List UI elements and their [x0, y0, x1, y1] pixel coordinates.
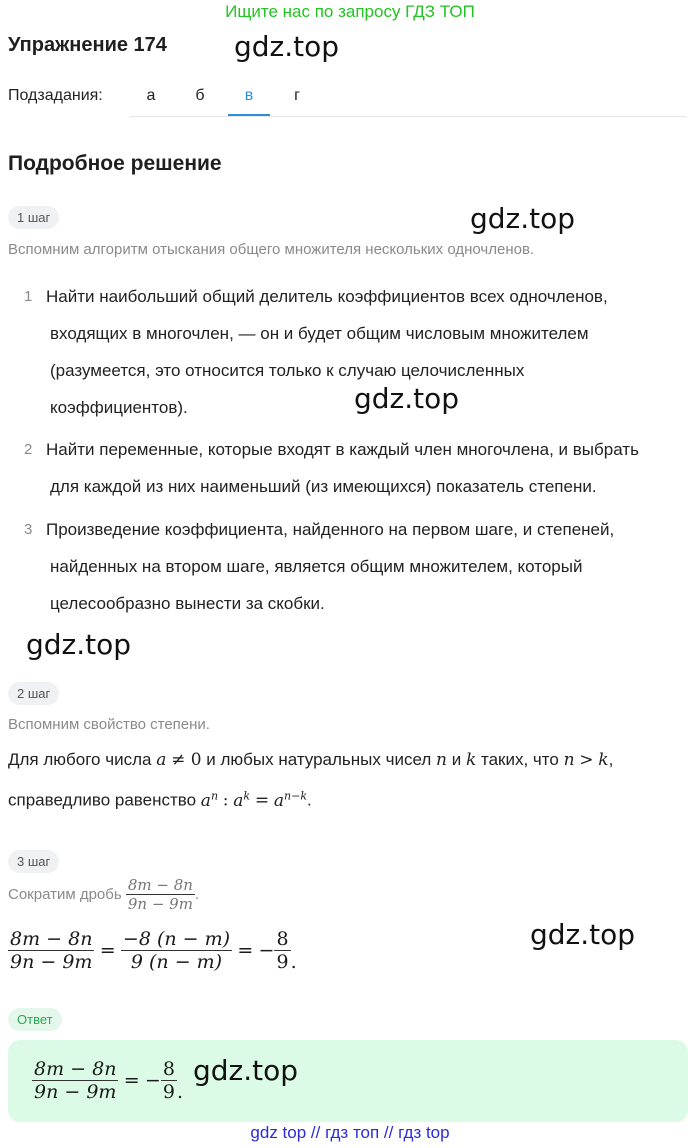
text: .	[194, 886, 200, 903]
search-banner: Ищите нас по запросу ГДЗ ТОП	[225, 2, 475, 21]
fraction-numerator: 8	[162, 1058, 175, 1080]
subtasks-label: Подзадания:	[8, 87, 103, 104]
list-item-line: Найти переменные, которые входят в каждый член многочлена, и выбрать	[46, 440, 639, 459]
math-expr: $a^k$	[233, 789, 251, 811]
text: ,	[608, 750, 614, 769]
math-var: k	[598, 750, 609, 770]
step-3-intro	[8, 876, 199, 913]
fraction	[32, 1058, 118, 1103]
math-op: −	[144, 1069, 161, 1092]
fraction-denominator: 9	[162, 1081, 175, 1103]
math-op: .	[176, 1081, 183, 1103]
solution-heading: Подробное решение	[8, 152, 222, 175]
step-2-intro: Вспомним свойство степени.	[8, 716, 210, 733]
math-expr: $a^n$	[200, 789, 219, 811]
list-item-line: целесообразно вынести за скобки.	[50, 594, 325, 613]
text: справедливо равенство	[8, 790, 197, 810]
math-op: =	[99, 939, 116, 962]
watermark: gdz.top	[26, 628, 132, 661]
fraction	[274, 928, 290, 973]
watermark: gdz.top	[470, 202, 576, 235]
math-var: a	[156, 750, 167, 770]
list-item	[20, 431, 690, 505]
list-item-number: 2	[24, 441, 33, 458]
list-item-line: коэффициентов).	[50, 398, 188, 417]
answer-box	[8, 1040, 688, 1122]
list-item-number: 3	[24, 521, 33, 538]
list-item-line: найденных на втором шаге, является общим множителем, который	[50, 557, 583, 576]
fraction-numerator: 8m − 8n	[34, 1058, 117, 1080]
footer-links[interactable]: gdz top // гдз топ // гдз top	[250, 1123, 450, 1142]
math-op: ≠ 0	[171, 750, 202, 770]
math-op: >	[579, 750, 594, 770]
fraction	[126, 876, 195, 913]
fraction-denominator: 9	[276, 951, 289, 973]
fraction-denominator: 9n − 9m	[10, 951, 93, 973]
list-item-line: Найти наибольший общий делитель коэффициентов всех одночленов,	[46, 287, 608, 306]
subtasks-tabs	[130, 76, 686, 117]
fraction-denominator: 9 (n − m)	[130, 951, 223, 973]
watermark: gdz.top	[234, 30, 340, 63]
power-property-text	[8, 742, 613, 819]
step-1-intro: Вспомним алгоритм отыскания общего множителя нескольких одночленов.	[8, 241, 535, 258]
answer-equation	[32, 1058, 183, 1103]
math-var: k	[465, 750, 477, 770]
math-op: =	[254, 790, 270, 811]
list-item	[20, 511, 690, 622]
fraction-numerator: 8	[276, 928, 289, 950]
fraction-numerator: 8m − 8n	[127, 876, 193, 894]
math-op: −	[258, 939, 275, 962]
math-op: .	[290, 951, 297, 973]
math-op: =	[123, 1069, 140, 1092]
list-item-number: 1	[24, 288, 33, 305]
fraction	[8, 928, 94, 973]
math-var: n	[436, 750, 447, 770]
fraction	[121, 928, 232, 973]
math-op: =	[237, 939, 254, 962]
page-title: Упражнение 174	[8, 34, 167, 56]
math-var: n	[563, 750, 575, 770]
list-item-line: входящих в многочлен, — он и будет общим числовым множителем	[50, 324, 589, 343]
text: таких, что	[481, 750, 559, 769]
text: Сократим дробь	[8, 886, 122, 903]
text: и	[451, 750, 462, 769]
text: Для любого числа	[8, 750, 152, 769]
list-item-line: (разумеется, это относится только к случаю целочисленных	[50, 361, 525, 380]
fraction-numerator: 8m − 8n	[10, 928, 93, 950]
list-item-line: для каждой из них наименьший (из имеющихся) показатель степени.	[50, 477, 597, 496]
tab-g[interactable]: г	[294, 87, 300, 104]
step-1-badge: 1 шаг	[8, 206, 59, 229]
fraction-denominator: 9n − 9m	[34, 1081, 117, 1103]
fraction	[161, 1058, 177, 1103]
fraction-numerator: −8 (n − m)	[122, 928, 231, 950]
text: и любых натуральных чисел	[206, 750, 432, 769]
step-2-badge: 2 шаг	[8, 682, 59, 705]
list-item-line: Произведение коэффициента, найденного на первом шаге, и степеней,	[46, 520, 615, 539]
watermark: gdz.top	[193, 1054, 299, 1087]
watermark: gdz.top	[530, 918, 636, 951]
tab-a[interactable]: а	[146, 87, 156, 104]
reduction-equation	[8, 928, 297, 973]
fraction-denominator: 9n − 9m	[127, 895, 193, 913]
math-op: :	[222, 790, 229, 811]
math-expr: $a^{n-k}$	[273, 789, 308, 811]
answer-badge: Ответ	[8, 1008, 62, 1031]
text: .	[307, 790, 312, 810]
watermark: gdz.top	[354, 382, 460, 415]
step-3-badge: 3 шаг	[8, 850, 59, 873]
tab-v[interactable]: в	[228, 76, 270, 116]
tab-b[interactable]: б	[195, 87, 205, 104]
